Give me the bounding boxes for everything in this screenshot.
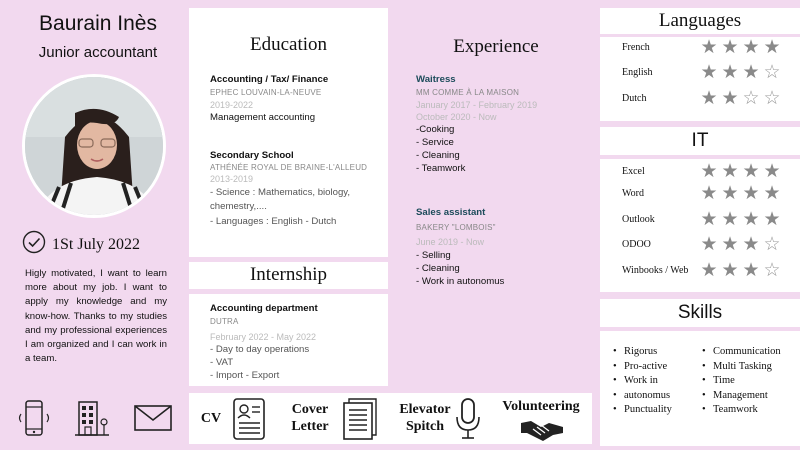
it-skill-row [622, 210, 782, 229]
experience-item [416, 207, 596, 287]
skill-item: • Multi Tasking [702, 360, 781, 375]
profile-photo [22, 74, 166, 218]
experience-item-dates: June 2019 - Now [416, 237, 485, 247]
star-filled-icon: ★ [721, 260, 739, 281]
skill-item: • Punctuality [613, 403, 672, 418]
skill-item: • Work in [613, 374, 672, 389]
education-item-school: ATHÉNÉE ROYAL DE BRAINE-L'ALLEUD [210, 163, 368, 172]
education-item [210, 74, 380, 123]
it-skill-label: Excel [622, 166, 645, 177]
star-empty-icon: ☆ [763, 260, 781, 281]
star-filled-icon: ★ [721, 62, 739, 83]
language-label: Dutch [622, 93, 647, 104]
star-filled-icon: ★ [721, 161, 739, 182]
skills-list-right [702, 345, 781, 418]
experience-item-line: - Cleaning [416, 263, 460, 274]
experience-item-company: MM COMME À LA MAISON [416, 88, 520, 97]
skills-title: Skills [677, 302, 723, 323]
skills-list-left [613, 345, 672, 418]
it-skill-row [622, 184, 782, 203]
experience-title: Experience [453, 36, 539, 57]
language-label: French [622, 42, 650, 53]
star-filled-icon: ★ [700, 37, 718, 58]
star-filled-icon: ★ [742, 183, 760, 204]
experience-item-title: Waitress [416, 74, 456, 85]
star-empty-icon: ☆ [763, 62, 781, 83]
cv-label[interactable]: CV [200, 411, 222, 426]
star-filled-icon: ★ [721, 234, 739, 255]
star-empty-icon: ☆ [763, 234, 781, 255]
education-item-title: Secondary School [210, 150, 294, 161]
it-skill-stars [699, 261, 782, 280]
internship-title: Internship [249, 264, 328, 285]
star-filled-icon: ★ [763, 183, 781, 204]
experience-item-line: -Cooking [416, 124, 455, 135]
star-filled-icon: ★ [742, 37, 760, 58]
handshake-icon[interactable] [519, 415, 565, 448]
elevator-pitch-line1: Elevator [399, 402, 451, 417]
it-skill-stars [699, 184, 782, 203]
it-title: IT [691, 130, 709, 151]
experience-item-line: - Selling [416, 250, 451, 261]
education-item-line: Management accounting [210, 112, 316, 123]
language-stars [699, 63, 782, 82]
education-item-title: Accounting / Tax/ Finance [210, 74, 329, 85]
it-skill-stars [699, 210, 782, 229]
languages-title-bar [600, 8, 800, 34]
star-filled-icon: ★ [721, 209, 739, 230]
internship-item-company: DUTRA [210, 317, 239, 326]
elevator-pitch-label[interactable] [394, 401, 456, 435]
education-item-line: - Science : Mathematics, biology, chemestry,.... [210, 187, 351, 212]
internship-title-bar [189, 262, 388, 289]
experience-item-dates: October 2020 - Now [416, 112, 497, 122]
star-filled-icon: ★ [763, 37, 781, 58]
language-stars [699, 89, 782, 108]
internship-item-line: - VAT [210, 357, 234, 368]
skill-item: • Teamwork [702, 403, 781, 418]
star-filled-icon: ★ [742, 234, 760, 255]
person-name: Baurain Inès [39, 12, 157, 35]
education-item-line: - Languages : English - Dutch [210, 216, 337, 227]
elevator-pitch-line2: Spitch [405, 419, 445, 434]
star-filled-icon: ★ [763, 209, 781, 230]
experience-item-line: - Work in autonomus [416, 276, 505, 287]
cover-letter-line1: Cover [291, 402, 329, 417]
star-filled-icon: ★ [700, 234, 718, 255]
job-title: Junior accountant [38, 44, 158, 61]
language-label: English [622, 67, 653, 78]
check-circle-icon [22, 230, 46, 259]
skills-card [600, 331, 800, 446]
cover-letter-label[interactable] [285, 401, 335, 435]
skills-title-bar [600, 299, 800, 327]
language-row [622, 89, 782, 108]
education-item [210, 150, 380, 227]
star-filled-icon: ★ [721, 88, 739, 109]
star-filled-icon: ★ [742, 260, 760, 281]
phone-icon[interactable] [14, 398, 54, 443]
star-filled-icon: ★ [742, 209, 760, 230]
it-skill-label: Winbooks / Web [622, 265, 689, 276]
star-filled-icon: ★ [742, 62, 760, 83]
it-skill-label: ODOO [622, 239, 651, 250]
bio-text: Higly motivated, I want to learn more about my job. I want to apply my knowledge and my know-how. Thanks to my studies and my professional experiences I am organized and I can work in a team. [25, 268, 167, 365]
skill-item: • Pro-active [613, 360, 672, 375]
skill-item: • Time [702, 374, 781, 389]
contact-icons [14, 398, 174, 443]
availability-row [22, 230, 140, 259]
building-icon[interactable] [73, 398, 113, 443]
star-filled-icon: ★ [700, 183, 718, 204]
it-title-bar [600, 127, 800, 155]
it-skill-label: Outlook [622, 214, 655, 225]
it-skill-label: Word [622, 188, 644, 199]
internship-card [189, 294, 388, 386]
language-stars [699, 38, 782, 57]
star-empty-icon: ☆ [742, 88, 760, 109]
experience-item-line: - Service [416, 137, 454, 148]
internship-item [210, 303, 380, 381]
star-filled-icon: ★ [700, 88, 718, 109]
education-item-dates: 2013-2019 [210, 174, 254, 184]
education-title: Education [249, 34, 328, 55]
star-filled-icon: ★ [700, 62, 718, 83]
cover-letter-icon[interactable] [341, 397, 379, 446]
bottom-bar [189, 393, 592, 444]
volunteering-label[interactable]: Volunteering [502, 399, 580, 414]
internship-item-title: Accounting department [210, 303, 318, 314]
it-skill-stars [699, 162, 782, 181]
internship-item-line: - Day to day operations [210, 344, 310, 355]
internship-item-line: - Import - Export [210, 370, 280, 381]
skill-item: • Rigorus [613, 345, 672, 360]
star-filled-icon: ★ [700, 209, 718, 230]
internship-item-dates: February 2022 - May 2022 [210, 332, 317, 342]
education-card [189, 8, 388, 257]
star-filled-icon: ★ [763, 161, 781, 182]
skill-item: • Management [702, 389, 781, 404]
language-row [622, 38, 782, 57]
experience-item [416, 74, 596, 174]
experience-item-company: BAKERY "LOMBOIS" [416, 223, 496, 232]
experience-item-title: Sales assistant [416, 207, 486, 218]
it-skill-stars [699, 235, 782, 254]
it-skill-row [622, 235, 782, 254]
microphone-icon[interactable] [453, 397, 483, 446]
mail-icon[interactable] [132, 398, 174, 443]
star-filled-icon: ★ [742, 161, 760, 182]
star-empty-icon: ☆ [763, 88, 781, 109]
experience-item-line: - Teamwork [416, 163, 466, 174]
language-row [622, 63, 782, 82]
languages-title: Languages [658, 10, 742, 31]
education-item-school: EPHEC LOUVAIN-LA-NEUVE [210, 88, 322, 97]
experience-item-line: - Cleaning [416, 150, 460, 161]
star-filled-icon: ★ [721, 183, 739, 204]
cv-document-icon[interactable] [231, 397, 267, 446]
it-skill-row [622, 162, 782, 181]
it-skill-row [622, 261, 782, 280]
star-filled-icon: ★ [700, 260, 718, 281]
skill-item: • autonomus [613, 389, 672, 404]
cover-letter-line2: Letter [291, 419, 329, 434]
skill-item: • Communication [702, 345, 781, 360]
availability-date: 1St July 2022 [52, 235, 141, 253]
education-item-dates: 2019-2022 [210, 100, 254, 110]
star-filled-icon: ★ [700, 161, 718, 182]
star-filled-icon: ★ [721, 37, 739, 58]
experience-item-dates: January 2017 - February 2019 [416, 100, 538, 110]
